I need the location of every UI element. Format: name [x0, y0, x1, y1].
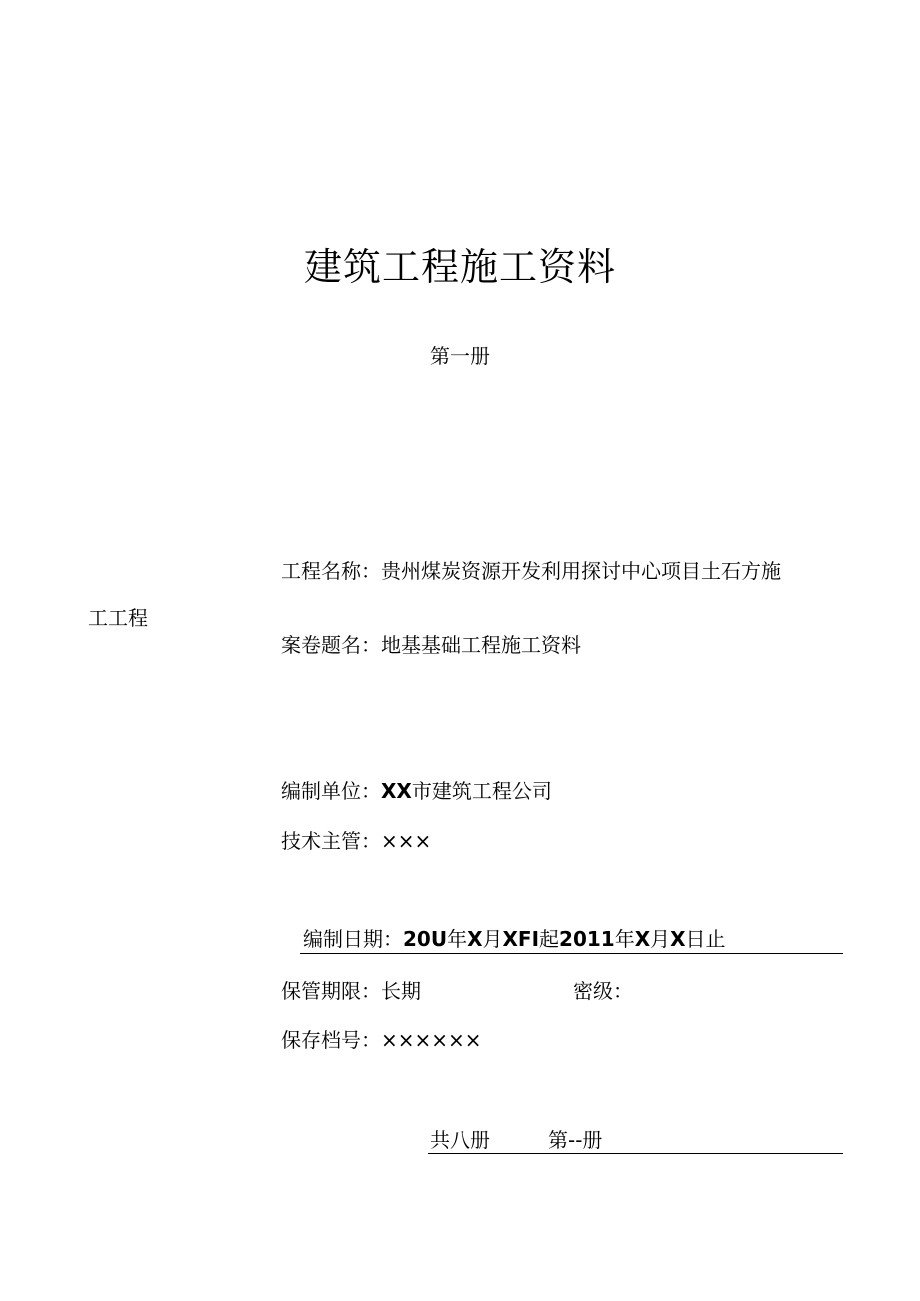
retention-row	[281, 977, 421, 1005]
tech-supervisor-label: 技术主管：	[281, 829, 381, 853]
case-title-value: 地基基础工程施工资料	[381, 633, 581, 657]
date-end-month-char: 月	[650, 927, 671, 951]
date-end-month: X	[634, 927, 651, 951]
project-name-value: 贵州煤炭资源开发利用探讨中心项目土石方施	[381, 559, 781, 583]
date-end-year: 2011	[559, 927, 615, 951]
archive-no-value: ××××××	[381, 1028, 482, 1052]
compiler-row	[281, 777, 552, 805]
project-name-continuation: 工工程	[88, 606, 148, 630]
date-start-day: XFI	[502, 927, 540, 951]
current-volume: 第--册	[548, 1128, 603, 1152]
retention-label: 保管期限：	[281, 979, 381, 1003]
compile-date-underline	[300, 953, 843, 954]
compile-date-row	[303, 925, 726, 953]
tech-supervisor-value: ×××	[381, 829, 432, 853]
date-end-day: X	[670, 927, 686, 951]
retention-value: 长期	[381, 979, 421, 1003]
compiler-value: 市建筑工程公司	[411, 779, 552, 803]
date-year-char: 年	[447, 927, 468, 951]
date-end-year-char: 年	[614, 927, 635, 951]
date-from-char: 起	[539, 927, 560, 951]
archive-no-row	[281, 1026, 482, 1054]
date-month-char: 月	[482, 927, 503, 951]
secret-level-label: 密级：	[573, 979, 633, 1003]
archive-no-label: 保存档号：	[281, 1028, 381, 1052]
document-title: 建筑工程施工资料	[303, 245, 616, 289]
project-name-row	[281, 557, 781, 585]
total-volumes: 共八册	[430, 1128, 490, 1152]
tech-supervisor-row	[281, 827, 431, 855]
date-start-month: X	[467, 927, 483, 951]
compile-date-label: 编制日期：	[303, 927, 403, 951]
project-name-label: 工程名称：	[281, 559, 381, 583]
case-title-label: 案卷题名：	[281, 633, 381, 657]
date-end-char: 日止	[685, 927, 726, 951]
footer-underline	[428, 1153, 843, 1154]
compiler-value-prefix: XX	[381, 779, 412, 803]
date-start-year: 20U	[403, 927, 448, 951]
case-title-row	[281, 631, 581, 659]
volume-number: 第一册	[430, 344, 490, 368]
compiler-label: 编制单位：	[281, 779, 381, 803]
